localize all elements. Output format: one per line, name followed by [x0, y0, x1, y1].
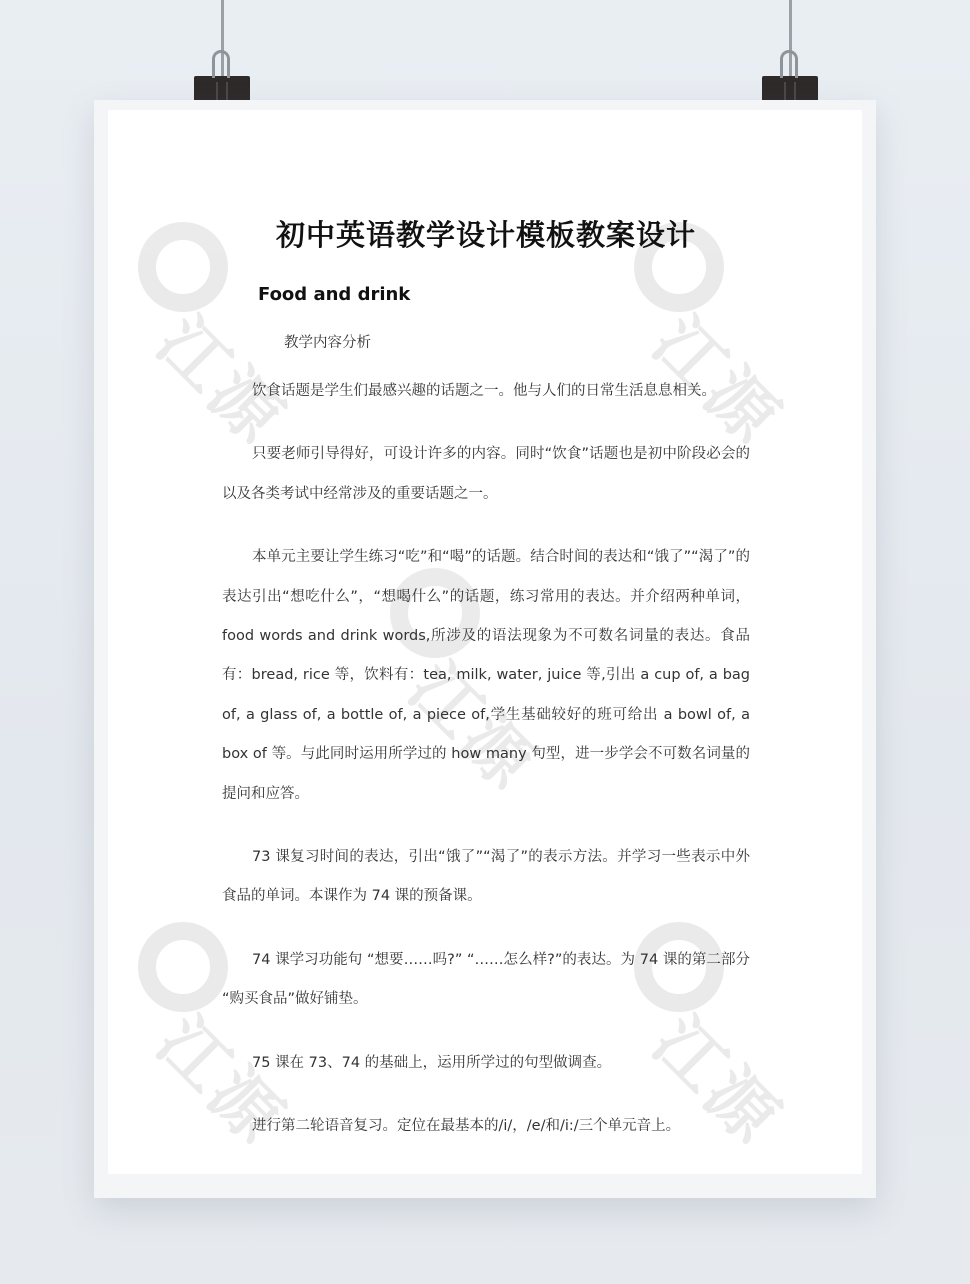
document-subtitle: Food and drink [258, 284, 411, 305]
paragraph: 进行第二轮语音复习。定位在最基本的/i/，/e/和/i:/三个单元音上。 [252, 1118, 681, 1135]
paragraph: 75 课在 73、74 的基础上，运用所学过的句型做调查。 [252, 1054, 612, 1071]
document-title: 初中英语教学设计模板教案设计 [275, 218, 696, 252]
section-heading: 教学内容分析 [284, 335, 371, 351]
paragraph: 只要老师引导得好，可设计许多的内容。同时“饮食”话题也是初中阶段必会的以及各类考试中经常涉及的重要话题之一。 [222, 446, 750, 502]
paragraph: 本单元主要让学生练习“吃”和“喝”的话题。结合时间的表达和“饿了”“渴了”的表达引出“想吃什么”，“想喝什么”的话题，练习常用的表达。并介绍两种单词，food words and drink words,所涉及的语法现象为不可数名词量的表达。食品有：bread, rice 等，饮料有：tea, milk, water, juice 等,引出 a cup of, a bag of, a glass of, a bottle of, a piece of,学生基础较好的班可给出 a bowl of, a box of 等。与此同时运用所学过的 how many 句型，进一步学会不可数名词量的提问和应答。 [222, 549, 750, 802]
paragraph: 74 课学习功能句 “想要……吗?” “……怎么样?”的表达。为 74 课的第二部分 “购买食品”做好铺垫。 [222, 951, 750, 1008]
document-body [222, 200, 750, 1147]
paragraph: 73 课复习时间的表达，引出“饿了”“渴了”的表示方法。并学习一些表示中外食品的单词。本课作为 74 课的预备课。 [222, 849, 750, 905]
paragraph: 饮食话题是学生们最感兴趣的话题之一。他与人们的日常生活息息相关。 [252, 383, 716, 399]
